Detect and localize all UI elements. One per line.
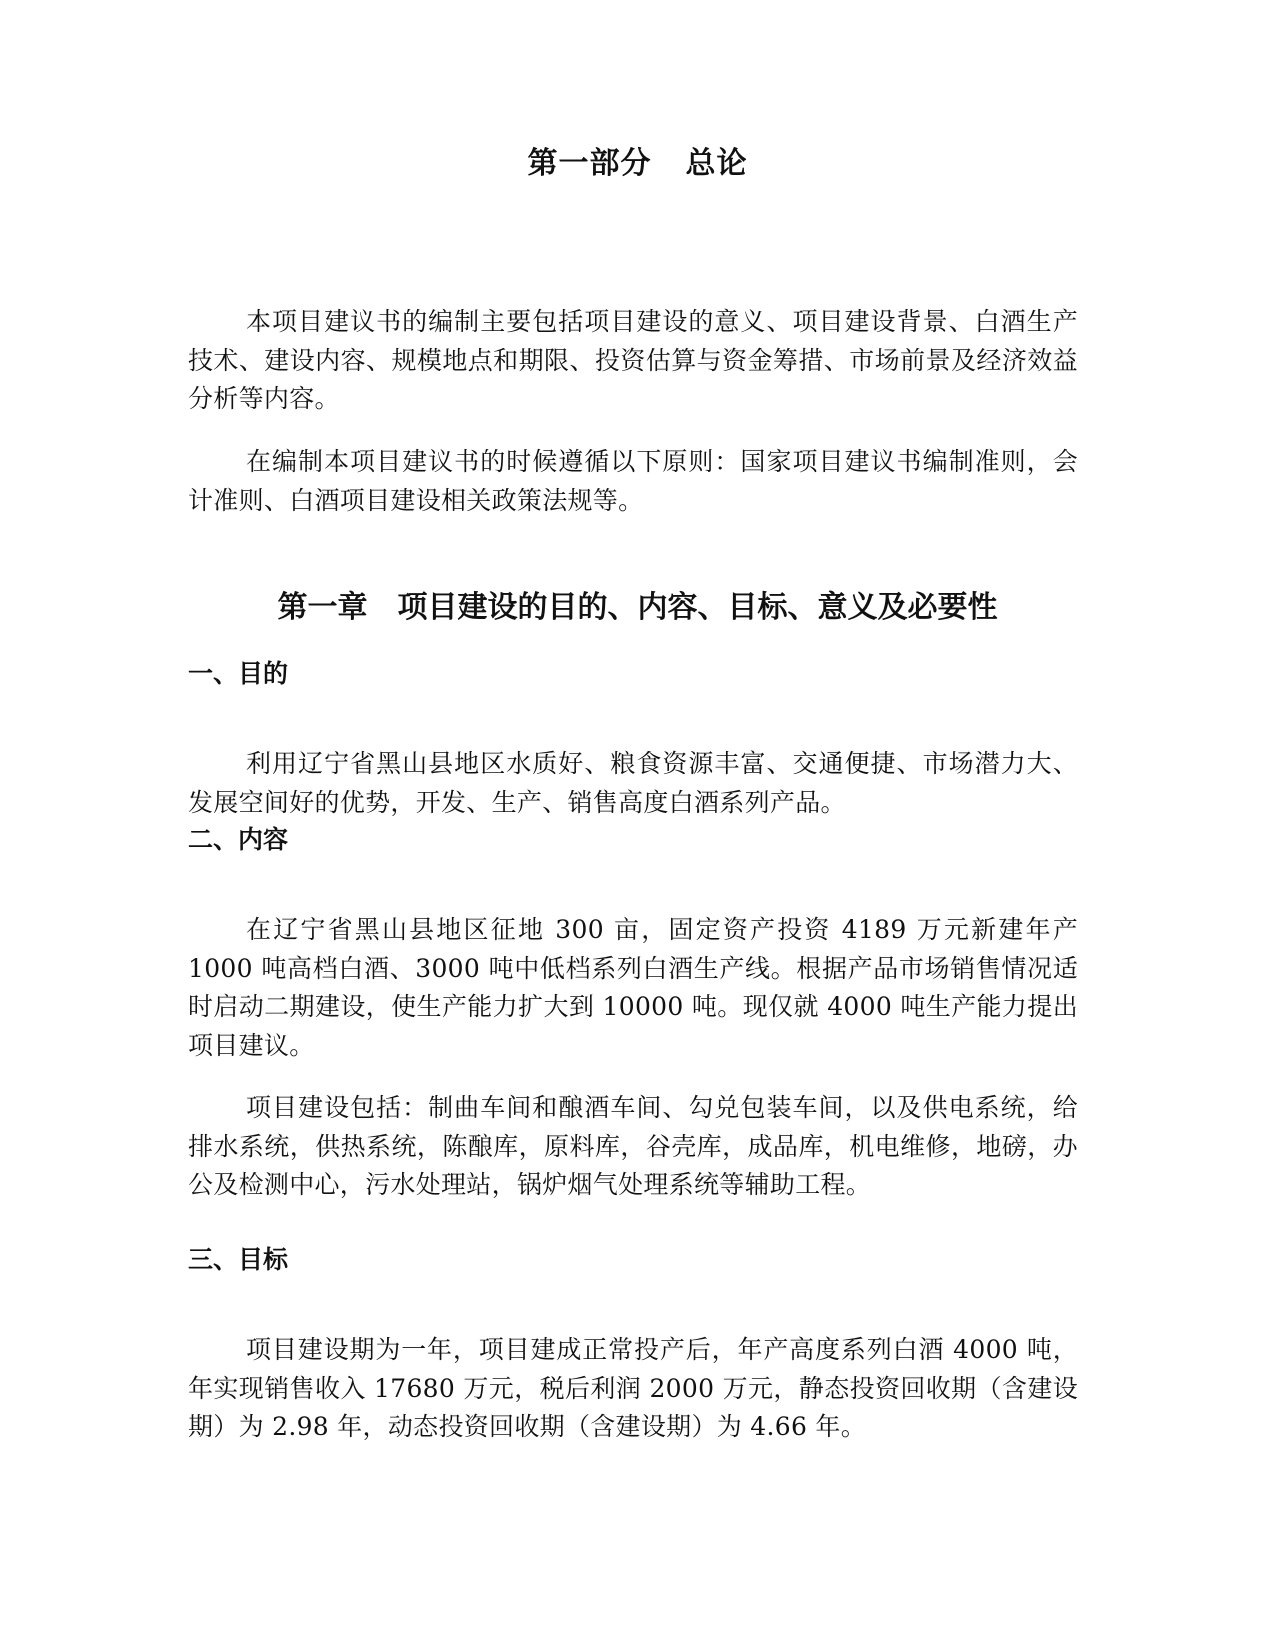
section-content-paragraph-2: 项目建设包括：制曲车间和酿酒车间、勾兑包装车间，以及供电系统，给排水系统，供热系统，陈酿库，原料库，谷壳库，成品库，机电维修，地磅，办公及检测中心，污水处理站，锅炉烟气处理系统等辅助工程。 [188, 1093, 1078, 1199]
chapter-title-prefix: 第一章 [277, 590, 368, 625]
section-content-paragraph-1: 在辽宁省黑山县地区征地 300 亩，固定资产投资 4189 万元新建年产 1000 吨高档白酒、3000 吨中低档系列白酒生产线。根据产品市场销售情况适时启动二期建设，使生产能力扩大到 10000 吨。现仅就 4000 吨生产能力提出项目建议。 [188, 915, 1078, 1060]
part-title [0, 142, 1275, 186]
section-goal-paragraph: 项目建设期为一年，项目建成正常投产后，年产高度系列白酒 4000 吨，年实现销售收入 17680 万元，税后利润 2000 万元，静态投资回收期（含建设期）为 2.98 年，动态投资回收期（含建设期）为 4.66 年。 [188, 1335, 1078, 1441]
section-purpose-paragraph: 利用辽宁省黑山县地区水质好、粮食资源丰富、交通便捷、市场潜力大、发展空间好的优势，开发、生产、销售高度白酒系列产品。 [188, 749, 1078, 817]
part-title-prefix: 第一部分 [527, 146, 652, 181]
chapter-title-text: 项目建设的目的、内容、目标、意义及必要性 [397, 590, 998, 625]
intro-paragraph-2: 在编制本项目建议书的时候遵循以下原则：国家项目建议书编制准则，会计准则、白酒项目建设相关政策法规等。 [188, 447, 1078, 515]
section-heading-goal: 三、目标 [188, 1245, 289, 1274]
section-heading-content: 二、内容 [188, 825, 289, 854]
part-title-text: 总论 [685, 146, 748, 181]
intro-paragraph-1: 本项目建议书的编制主要包括项目建设的意义、项目建设背景、白酒生产技术、建设内容、规模地点和期限、投资估算与资金筹措、市场前景及经济效益分析等内容。 [188, 307, 1078, 413]
section-heading-purpose: 一、目的 [188, 659, 289, 688]
chapter-title [0, 586, 1275, 630]
